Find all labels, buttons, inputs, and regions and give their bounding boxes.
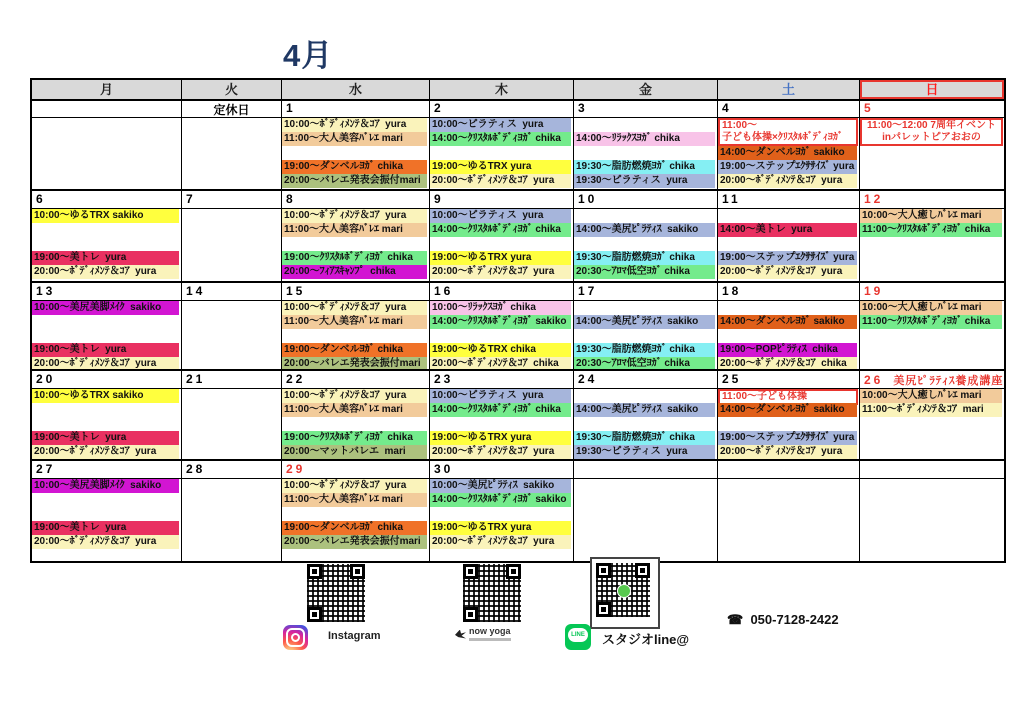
event-entry: 20:00～ﾎﾞﾃﾞｨﾒﾝﾃ＆ｺｱ yura [430, 535, 571, 549]
event-entry: 20:00～バレエ発表会振付mari [282, 535, 427, 549]
date-number: 23 [434, 372, 454, 386]
date-cell-8 [282, 191, 430, 209]
calendar-table [30, 78, 1006, 563]
event-entry: 14:00～美トレ yura [718, 223, 857, 237]
event-entry: 10:00～ﾎﾞﾃﾞｨﾒﾝﾃ＆ｺｱ yura [282, 118, 427, 132]
date-row [32, 283, 1004, 301]
line-icon [565, 624, 591, 650]
event-entry: 10:00～ﾎﾞﾃﾞｨﾒﾝﾃ＆ｺｱ yura [282, 389, 427, 403]
event-entry: 10:00～ゆるTRX sakiko [32, 209, 179, 223]
date-row [32, 371, 1004, 389]
date-number: 5 [864, 101, 874, 115]
event-entry: 14:00～ｸﾘｽﾀﾙﾎﾞﾃﾞｨﾖｶﾞ chika [430, 132, 571, 146]
event-entry: 19:30～ピラティス yura [574, 445, 715, 459]
day-cell-8 [282, 209, 430, 283]
event-entry: 20:00～ﾎﾞﾃﾞｨﾒﾝﾃ＆ｺｱ yura [430, 174, 571, 188]
date-number: 6 [36, 192, 46, 206]
date-cell-29 [282, 461, 430, 479]
weekday-header-sat: 土 [718, 80, 860, 101]
date-number: 8 [286, 192, 296, 206]
event-entry: 10:00～ゆるTRX sakiko [32, 389, 179, 403]
event-entry: 10:00～ﾘﾗｯｸｽﾖｶﾞ chika [430, 301, 571, 315]
date-cell-30 [430, 461, 574, 479]
event-entry: 19:00～ステップｴｸｻｻｲｽﾞ yura [718, 160, 857, 174]
date-cell-15 [282, 283, 430, 301]
day-cell-1 [282, 118, 430, 191]
event-entry: 14:00～ﾘﾗｯｸｽﾖｶﾞ chika [574, 132, 715, 146]
event-entry: 20:00～ﾎﾞﾃﾞｨﾒﾝﾃ＆ｺｱ yura [718, 174, 857, 188]
date-cell-27 [32, 461, 182, 479]
day-cell-3 [574, 118, 718, 191]
line-qr-code [590, 557, 660, 629]
event-entry: 11:00～大人美容ﾊﾞﾚｴ mari [282, 493, 427, 507]
event-entry: 19:00～ステップｴｸｻｻｲｽﾞ yura [718, 431, 857, 445]
day-cell-23 [430, 389, 574, 461]
date-number: 11 [722, 192, 741, 206]
event-entry: 19:30～ピラティス yura [574, 174, 715, 188]
event-entry: 19:30～脂肪燃焼ﾖｶﾞ chika [574, 431, 715, 445]
line-label: スタジオline@ [602, 632, 690, 647]
date-number: 12 [864, 192, 884, 206]
event-entry: 19:00～ｸﾘｽﾀﾙﾎﾞﾃﾞｨﾖｶﾞ chika [282, 251, 427, 265]
event-entry: 20:00～ﾎﾞﾃﾞｨﾒﾝﾃ＆ｺｱ yura [32, 535, 179, 549]
day-cell-5 [860, 118, 1004, 191]
event-entry: 20:00～ﾎﾞﾃﾞｨﾒﾝﾃ＆ｺｱ yura [430, 265, 571, 279]
date-cell-empty [718, 461, 860, 479]
event-entry: 19:00～POPﾋﾟﾗﾃｨｽ chika [718, 343, 857, 357]
event-entry: 19:00～ダンベルﾖｶﾞ chika [282, 343, 427, 357]
day-cell-21 [182, 389, 282, 461]
event-entry: 11:00～ｸﾘｽﾀﾙﾎﾞﾃﾞｨﾖｶﾞ chika [860, 315, 1002, 329]
event-entry: 19:00～ｸﾘｽﾀﾙﾎﾞﾃﾞｨﾖｶﾞ chika [282, 431, 427, 445]
event-entry: 11:00～大人美容ﾊﾞﾚｴ mari [282, 223, 427, 237]
day-cell-9 [430, 209, 574, 283]
day-cell-empty [182, 118, 282, 191]
date-number: 27 [36, 462, 56, 476]
qr-finder-icon [635, 563, 650, 578]
qr-finder-icon [506, 564, 521, 579]
day-cell-16 [430, 301, 574, 371]
date-number: 20 [36, 372, 56, 386]
date-number: 26 [864, 373, 884, 387]
day-cell-10 [574, 209, 718, 283]
event-entry: 10:00～美尻美脚ﾒｲｸ sakiko [32, 301, 179, 315]
date-cell-24 [574, 371, 718, 389]
date-number: 19 [864, 284, 884, 298]
instagram-icon [283, 625, 308, 650]
event-entry: 14:00～美尻ﾋﾟﾗﾃｨｽ sakiko [574, 223, 715, 237]
event-entry: 14:00～ｸﾘｽﾀﾙﾎﾞﾃﾞｨﾖｶﾞ sakiko [430, 493, 571, 507]
date-cell-18 [718, 283, 860, 301]
date-cell-23 [430, 371, 574, 389]
event-entry: 10:00～大人癒しﾊﾞﾚｴ mari [860, 301, 1002, 315]
date-cell-12 [860, 191, 1004, 209]
event-entry: 19:00～ゆるTRX chika [430, 343, 571, 357]
date-cell-2 [430, 100, 574, 118]
date-number: 3 [578, 101, 588, 115]
day-cell-12 [860, 209, 1004, 283]
date-cell-11 [718, 191, 860, 209]
day-cell-24 [574, 389, 718, 461]
date-number: 4 [722, 101, 732, 115]
date-number: 18 [722, 284, 742, 298]
date-number: 10 [578, 192, 598, 206]
event-entry: 20:30～ｱﾛﾏ低空ﾖｶﾞ chika [574, 265, 715, 279]
weekday-header-tue: 火 [182, 80, 282, 101]
event-entry: 11:00～子ども体操 [718, 389, 858, 405]
event-entry: 19:30～脂肪燃焼ﾖｶﾞ chika [574, 343, 715, 357]
phone-number-text: 050-7128-2422 [750, 612, 839, 627]
date-cell-20 [32, 371, 182, 389]
day-cell-22 [282, 389, 430, 461]
line-qr-pattern [596, 563, 650, 617]
qr-finder-icon [596, 602, 611, 617]
qr-finder-icon [463, 564, 478, 579]
day-cell-28 [182, 479, 282, 561]
event-entry: 10:00～ピラティス yura [430, 389, 571, 403]
day-cell-20 [32, 389, 182, 461]
date-cell-5 [860, 100, 1004, 118]
event-entry: 14:00～美尻ﾋﾟﾗﾃｨｽ sakiko [574, 403, 715, 417]
event-entry: 19:00～ステップｴｸｻｻｲｽﾞ yura [718, 251, 857, 265]
date-cell-empty [32, 100, 182, 118]
event-entry: 20:30～ｱﾛﾏ低空ﾖｶﾞ chika [574, 357, 715, 371]
date-cell-3 [574, 100, 718, 118]
event-entry: 20:00～マットバレエ mari [282, 445, 427, 459]
qr-finder-icon [307, 564, 322, 579]
event-entry: 19:00～美トレ yura [32, 521, 179, 535]
day-cell-27 [32, 479, 182, 561]
event-entry: 20:00～バレエ発表会振付mari [282, 357, 427, 371]
date-number: 25 [722, 372, 742, 386]
event-entry: 11:00～ｸﾘｽﾀﾙﾎﾞﾃﾞｨﾖｶﾞ chika [860, 223, 1002, 237]
event-entry: 20:00～ﾎﾞﾃﾞｨﾒﾝﾃ＆ｺｱ yura [32, 445, 179, 459]
event-entry: 11:00～大人美容ﾊﾞﾚｴ mari [282, 403, 427, 417]
weekday-header-row [32, 80, 1004, 100]
date-cell-17 [574, 283, 718, 301]
day-cell-30 [430, 479, 574, 561]
day-cell-18 [718, 301, 860, 371]
date-cell-22 [282, 371, 430, 389]
event-entry: 20:00～ﾎﾞﾃﾞｨﾒﾝﾃ＆ｺｱ yura [32, 357, 179, 371]
event-entry: 11:00～12:00 7周年イベント inパレットピアおおの [860, 118, 1003, 146]
date-number: 16 [434, 284, 454, 298]
events-row [32, 209, 1004, 283]
date-number: 21 [186, 372, 206, 386]
day-cell-empty [574, 479, 718, 561]
qr-finder-icon [596, 563, 611, 578]
date-number: 28 [186, 462, 206, 476]
day-cell-empty [32, 118, 182, 191]
day-cell-14 [182, 301, 282, 371]
day-cell-17 [574, 301, 718, 371]
weekday-header-sun: 日 [860, 80, 1004, 101]
date-cell-empty [860, 461, 1004, 479]
day-cell-empty [718, 479, 860, 561]
day-cell-6 [32, 209, 182, 283]
event-entry: 19:00～ダンベルﾖｶﾞ chika [282, 160, 427, 174]
day-cell-empty [860, 479, 1004, 561]
date-row [32, 461, 1004, 479]
bird-icon [455, 630, 466, 639]
date-number: 30 [434, 462, 454, 476]
date-cell-28 [182, 461, 282, 479]
qr-finder-icon [463, 607, 478, 622]
event-entry: 11:00～ﾎﾞﾃﾞｨﾒﾝﾃ＆ｺｱ mari [860, 403, 1002, 417]
weekday-header-fri: 金 [574, 80, 718, 101]
event-entry: 20:00～ﾎﾞﾃﾞｨﾒﾝﾃ＆ｺｱ yura [718, 445, 857, 459]
weekday-header-thu: 木 [430, 80, 574, 101]
event-entry: 14:00～ｸﾘｽﾀﾙﾎﾞﾃﾞｨﾖｶﾞ chika [430, 403, 571, 417]
date-number: 2 [434, 101, 444, 115]
day-cell-15 [282, 301, 430, 371]
weekday-header-wed: 水 [282, 80, 430, 101]
date-cell-1 [282, 100, 430, 118]
date-cell-19 [860, 283, 1004, 301]
event-entry: 10:00～ﾎﾞﾃﾞｨﾒﾝﾃ＆ｺｱ yura [282, 209, 427, 223]
event-entry: 19:30～脂肪燃焼ﾖｶﾞ chika [574, 251, 715, 265]
event-entry: 19:30～脂肪燃焼ﾖｶﾞ chika [574, 160, 715, 174]
date-row [32, 100, 1004, 118]
qr-finder-icon [350, 564, 365, 579]
date-row [32, 191, 1004, 209]
event-entry: 11:00～ 子ども体操×ｸﾘｽﾀﾙﾎﾞﾃﾞｨﾖｶﾞ [718, 118, 858, 146]
day-cell-11 [718, 209, 860, 283]
event-entry: 14:00～ダンベルﾖｶﾞ sakiko [718, 315, 857, 329]
event-entry: 19:00～美トレ yura [32, 431, 179, 445]
day-cell-26 [860, 389, 1004, 461]
qr-finder-icon [307, 607, 322, 622]
event-entry: 19:00～ゆるTRX yura [430, 251, 571, 265]
event-entry: 19:00～ゆるTRX yura [430, 160, 571, 174]
instagram-label: Instagram [328, 630, 381, 642]
event-entry: 19:00～ゆるTRX yura [430, 521, 571, 535]
date-number: 9 [434, 192, 444, 206]
date-number: 17 [578, 284, 598, 298]
event-entry: 10:00～大人癒しﾊﾞﾚｴ mari [860, 389, 1002, 403]
date-cell-4 [718, 100, 860, 118]
event-entry: 20:00～ﾎﾞﾃﾞｨﾒﾝﾃ＆ｺｱ yura [718, 265, 857, 279]
event-entry: 19:00～ゆるTRX yura [430, 431, 571, 445]
event-entry: 14:00～ダンベルﾖｶﾞ sakiko [718, 146, 857, 160]
event-entry: 10:00～ﾎﾞﾃﾞｨﾒﾝﾃ＆ｺｱ yura [282, 301, 427, 315]
event-entry: 20:00～ﾌｨｱｽｷｬﾝﾌﾟ chika [282, 265, 427, 279]
date-cell-21 [182, 371, 282, 389]
event-entry: 14:00～美尻ﾋﾟﾗﾃｨｽ sakiko [574, 315, 715, 329]
date-number: 15 [286, 284, 306, 298]
event-entry: 20:00～バレエ発表会振付mari [282, 174, 427, 188]
date-cell-26 [860, 371, 1004, 389]
events-row [32, 479, 1004, 561]
event-entry: 20:00～ﾎﾞﾃﾞｨﾒﾝﾃ＆ｺｱ chika [430, 357, 571, 371]
date-number: 14 [186, 284, 206, 298]
events-row [32, 301, 1004, 371]
event-entry: 11:00～大人美容ﾊﾞﾚｴ mari [282, 132, 427, 146]
date-cell-13 [32, 283, 182, 301]
date-cell-25 [718, 371, 860, 389]
day-cell-4 [718, 118, 860, 191]
event-entry: 20:00～ﾎﾞﾃﾞｨﾒﾝﾃ＆ｺｱ yura [32, 265, 179, 279]
date-annotation: 美尻ﾋﾟﾗﾃｨｽ養成講座 [893, 375, 1004, 387]
date-cell-10 [574, 191, 718, 209]
instagram-qr-code [307, 564, 365, 622]
date-number: 24 [578, 372, 598, 386]
date-number: 1 [286, 101, 296, 115]
event-entry: 10:00～ピラティス yura [430, 118, 571, 132]
closed-day-note: 定休日 [182, 100, 282, 118]
event-entry: 11:00～大人美容ﾊﾞﾚｴ mari [282, 315, 427, 329]
date-cell-9 [430, 191, 574, 209]
event-entry: 19:00～ダンベルﾖｶﾞ chika [282, 521, 427, 535]
date-number: 22 [286, 372, 306, 386]
event-entry: 20:00～ﾎﾞﾃﾞｨﾒﾝﾃ＆ｺｱ yura [430, 445, 571, 459]
date-cell-16 [430, 283, 574, 301]
day-cell-19 [860, 301, 1004, 371]
day-cell-29 [282, 479, 430, 561]
weekday-header-mon: 月 [32, 80, 182, 101]
event-entry: 20:00～ﾎﾞﾃﾞｨﾒﾝﾃ＆ｺｱ chika [718, 357, 857, 371]
date-number: 7 [186, 192, 196, 206]
now-yoga-logo-text: now yoga [469, 626, 511, 636]
date-number: 13 [36, 284, 56, 298]
event-entry: 10:00～大人癒しﾊﾞﾚｴ mari [860, 209, 1002, 223]
now-yoga-logo-subline [469, 638, 511, 641]
event-entry: 10:00～美尻美脚ﾒｲｸ sakiko [32, 479, 179, 493]
events-row [32, 389, 1004, 461]
day-cell-7 [182, 209, 282, 283]
day-cell-25 [718, 389, 860, 461]
now-yoga-qr-code [463, 564, 521, 622]
page-title: 4月 [283, 38, 334, 73]
phone-icon: ☎ [727, 612, 744, 627]
date-cell-14 [182, 283, 282, 301]
event-entry: 10:00～美尻ﾋﾟﾗﾃｨｽ sakiko [430, 479, 571, 493]
event-entry: 19:00～美トレ yura [32, 251, 179, 265]
day-cell-2 [430, 118, 574, 191]
day-cell-13 [32, 301, 182, 371]
now-yoga-logo [455, 627, 511, 641]
event-entry: 10:00～ﾎﾞﾃﾞｨﾒﾝﾃ＆ｺｱ yura [282, 479, 427, 493]
events-row [32, 118, 1004, 191]
date-cell-6 [32, 191, 182, 209]
date-number: 29 [286, 462, 306, 476]
event-entry: 14:00～ｸﾘｽﾀﾙﾎﾞﾃﾞｨﾖｶﾞ chika [430, 223, 571, 237]
phone-number [727, 612, 839, 628]
line-qr-center-dot [617, 584, 631, 598]
event-entry: 14:00～ｸﾘｽﾀﾙﾎﾞﾃﾞｨﾖｶﾞ sakiko [430, 315, 571, 329]
event-entry: 19:00～美トレ yura [32, 343, 179, 357]
event-entry: 14:00～ダンベルﾖｶﾞ sakiko [718, 403, 857, 417]
date-cell-7 [182, 191, 282, 209]
event-entry: 10:00～ピラティス yura [430, 209, 571, 223]
date-cell-empty [574, 461, 718, 479]
